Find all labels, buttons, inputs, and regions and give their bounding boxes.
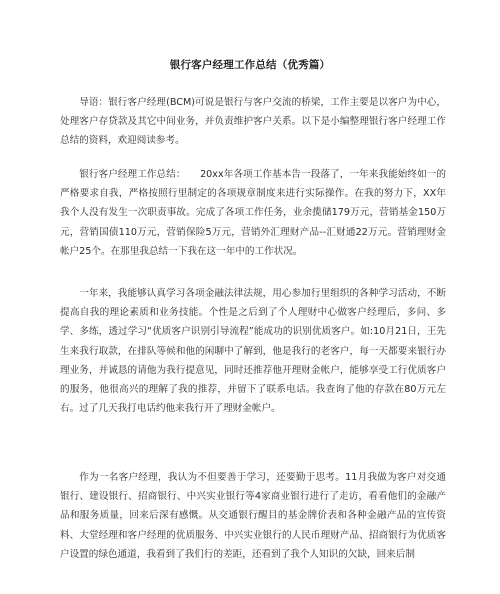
paragraph-summary: 银行客户经理工作总结： 20xx年各项工作基本告一段落了，一年来我能始终如一的严格要求自我，严格按照行里制定的各项规章制度来进行实际操作。在我的努力下，XX年我个人没有发生一次职责事故。完成了各项工作任务，业余揽储179万元，营销基金150万元，营销国债110万元，营销保险5万元，营销外汇理财产品--汇财通22万元。营销理财金帐户25个。在那里我总结一下我在这一年中的工作状况。 <box>60 169 446 257</box>
paragraph-learning: 一年来，我能够认真学习各项金融法律法规，用心参加行里组织的各种学习活动，不断提高自我的理论素质和业务技能。个性是之后到了个人理财中心做客户经理后，多问、多学、多练，透过学习“优质客户识别引导流程”能成功的识别优质客户。如:10月21日，王先生来我行取款，在排队等候和他的闲聊中了解到，他是我行的老客户，每一天都要来银行办理业务，并诚恳的请他为我行提意见，同时还推荐他开理财金帐户，能够享受工行优质客户的服务，他很高兴的理解了我的推荐，并留下了联系电话。我查询了他的存款在80万元左右。过了几天我打电话约他来我行开了理财金帐户。 <box>60 288 446 415</box>
document-title: 银行客户经理工作总结（优秀篇） <box>169 59 331 71</box>
paragraph-thinking: 作为一名客户经理，我认为不但要善于学习，还要勤于思考。11月我做为客户对交通银行、建设银行、招商银行、中兴实业银行等4家商业银行进行了走访，看看他们的金融产品和服务质量，回来后深有感慨。从交通银行醒目的基金牌价表和各种金融产品的宣传资料、大堂经理和客户经理的优质服务、中兴实业银行的人民币理财产品、招商银行为优质客户设置的绿色通道，我看到了我们行的差距，还看到了我个人知识的欠缺，回来后制 <box>60 472 446 560</box>
paragraph-intro: 导语：银行客户经理(BCM)可说是银行与客户交流的桥梁，工作主要是以客户为中心，处理客户存贷款及其它中间业务，并负责维护客户关系。以下是小编整理银行客户经理工作总结的资料，欢迎阅读参考。 <box>60 97 446 147</box>
